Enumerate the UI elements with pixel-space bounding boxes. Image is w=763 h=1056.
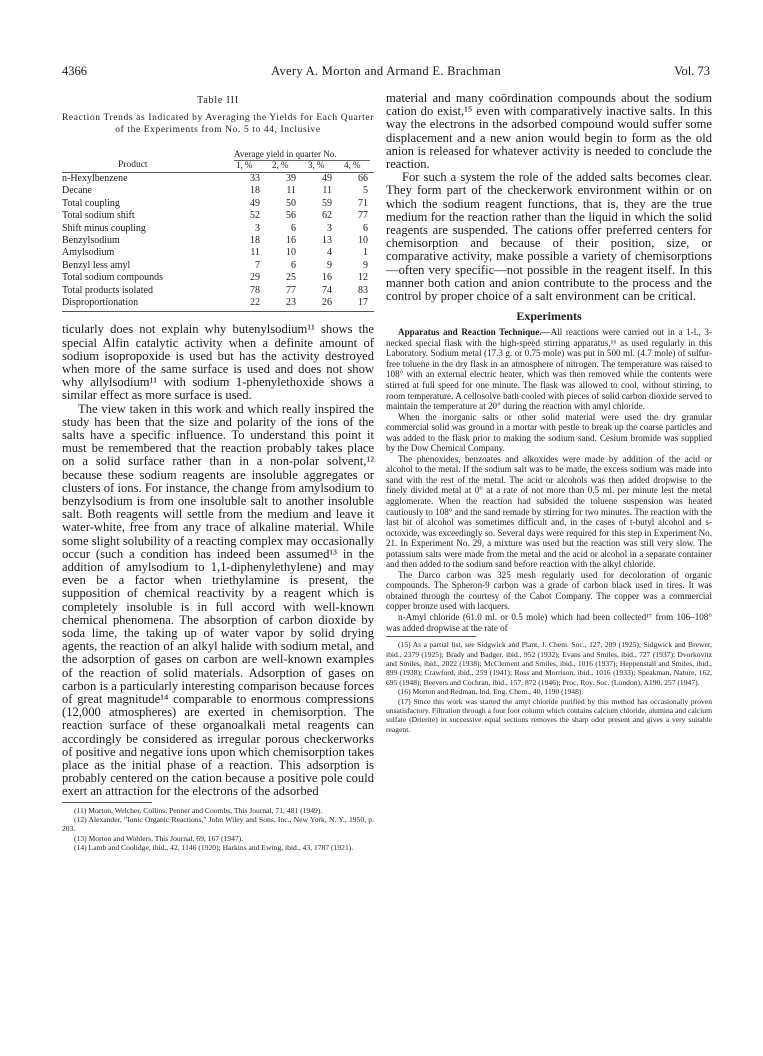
table-row — [62, 210, 374, 222]
quarter-header: 4, % — [344, 160, 361, 170]
value-cell: 3 — [327, 222, 332, 234]
product-cell: Total coupling — [62, 197, 120, 209]
value-cell: 56 — [286, 210, 296, 222]
footnote: (13) Morton and Wohlers, This Journal, 69, 167 (1947). — [74, 833, 244, 843]
product-column-header: Product — [118, 160, 148, 170]
paragraph: When the inorganic salts or other solid material were used the dry granular commercial solid was ground in a mortar with pestle to break up the coarse particles and was added to the flask prior to making the sodium sand. Cesium bromide was supplied by the Dow Chemical Company. — [386, 411, 712, 454]
page-number: 4366 — [62, 64, 87, 78]
value-cell: 3 — [255, 222, 260, 234]
value-cell: 23 — [286, 296, 296, 308]
value-cell: 18 — [250, 185, 260, 197]
right-column — [386, 92, 712, 734]
footnote: (12) Alexander, "Ionic Organic Reactions," John Wiley and Sons, Inc., New York, N. Y., 1950, p. 203. — [62, 815, 374, 834]
table-body — [62, 173, 374, 309]
value-cell: 12 — [358, 272, 368, 284]
table-row — [62, 173, 374, 185]
table-row — [62, 260, 374, 272]
table-row — [62, 223, 374, 235]
table-header — [62, 148, 374, 172]
value-cell: 74 — [322, 284, 332, 296]
value-cell: 50 — [286, 197, 296, 209]
value-cell: 1 — [363, 247, 368, 259]
footnote-rule — [386, 636, 476, 637]
experiments-text — [386, 327, 712, 633]
value-cell: 11 — [250, 247, 260, 259]
paragraph: The phenoxides, benzoates and alkoxides were made by addition of the acid or alcohol to the metal. If the sodium salt was to be made, the excess sodium was made into sand with the rest of the metal. The acid or alcohols was then added dropwise to the finely divided metal at 0° at a rate of not more than 0.5 ml. per minute lest the metal agglomerate. When the reaction had subsided the toluene suspension was heated cautiously to 108° and the sand remade by stirring for two minutes. The reaction with the last bit of alcohol was sometimes difficult and, in the cases of t-butyl alcohol and s-octoxide, was exceedingly so. Several days were required for this step in Experiment No. 21. In Experiment No. 29, a mixture was used but the reaction was still very slow. The potassium salts were made from the metal and the acid or alcohol in a separate container and then added to the sodium sand before reaction with the alkyl chloride. — [386, 453, 712, 570]
running-title: Avery A. Morton and Armand E. Brachman — [271, 64, 501, 78]
footnote: (11) Morton, Welcher, Collins, Penner and Coombs, This Journal, 71, 481 (1949). — [74, 805, 323, 815]
product-cell: Benzyl less amyl — [62, 259, 131, 271]
value-cell: 77 — [358, 210, 368, 222]
value-cell: 10 — [286, 247, 296, 259]
volume-label: Vol. 73 — [674, 64, 710, 78]
run-in-heading: Apparatus and Reaction Technique.— — [398, 327, 551, 338]
value-cell: 6 — [291, 259, 296, 271]
table-row — [62, 297, 374, 309]
table-caption: Reaction Trends as Indicated by Averaging the Yields for Each Quarter of the Experiments from No. 5 to 44, Inclusive — [62, 113, 374, 135]
product-cell: Benzylsodium — [62, 234, 120, 246]
value-cell: 5 — [363, 185, 368, 197]
right-body-text — [386, 92, 712, 303]
paragraph: n-Amyl chloride (61.0 ml. or 0.5 mole) which had been collected¹⁷ from 106–108° was added dropwise at the rate of — [386, 612, 712, 633]
value-cell: 59 — [322, 197, 332, 209]
paragraph: The Darco carbon was 325 mesh regularly used for decoloration of organic compounds. The Spheron-9 carbon was a grade of carbon black used in tires. It was obtained through the courtesy of the Cabot Company. The copper was a commercial copper bronze used with lacquers. — [386, 569, 712, 612]
footnote: (17) Since this work was started the amyl chloride purified by this method has occasionally proven unsatisfactory. Filtration through a four foot column which contains calcium chloride, alumina and calcium sulfate (Drierite) in successive equal sections removes the sharp odor present and gives a very suitable reagent. — [386, 696, 712, 734]
paragraph: ticularly does not explain why butenylsodium¹¹ shows the special Alfin catalytic activity when a definite amount of sodium isopropoxide is used but has the activity destroyed when more of the same surface is used and does not show why allylsodium¹¹ with sodium 1-phenylethoxide shows a similar effect as more surface is used. — [62, 322, 374, 403]
product-cell: n-Hexylbenzene — [62, 173, 128, 184]
value-cell: 52 — [250, 210, 260, 222]
value-cell: 33 — [250, 173, 260, 184]
paragraph: For such a system the role of the added salts becomes clear. They form part of the checkerwork environment within or on which the sodium reagent functions, that is, they are the true medium for the reaction rather than the liquid in which the solid reagents are suspended. The cations offer preferred centers for chemisorption and because of their position, size, or comparative activity, make possible a variety of chemisorptions—often very specific—not possible in the reagent itself. In this manner both cation and anion contribute to the process and the control by proper choice of a salt environment can be critical. — [386, 170, 712, 304]
table-row — [62, 247, 374, 259]
table-row — [62, 285, 374, 297]
paragraph-text: All reactions were carried out in a 1-l., 3-necked special flask with the high-speed stirring apparatus,¹⁶ as used regularly in this Laboratory. Sodium metal (17.3 g. or 0.75 mole) was put in 500 ml. (4.7 mole) of sulfur-free toluene in the dry flask in an atmosphere of nitrogen. The temperature was raised to 108° with an external electric heater, which was then removed while the contents were stirred at full speed for one minute. The flask was allowed to cool, without stirring, to room temperature. A cellosolve bath cooled with pieces of solid carbon dioxide served to maintain the temperature at 20° during the reaction with amyl chloride. — [386, 327, 712, 412]
value-cell: 4 — [327, 247, 332, 259]
product-cell: Total sodium shift — [62, 210, 135, 222]
product-cell: Disproportionation — [62, 296, 139, 308]
value-cell: 22 — [250, 296, 260, 308]
value-cell: 77 — [286, 284, 296, 296]
value-cell: 29 — [250, 272, 260, 284]
value-cell: 16 — [286, 234, 296, 246]
table-row — [62, 272, 374, 284]
value-cell: 6 — [363, 222, 368, 234]
value-cell: 17 — [358, 296, 368, 308]
table-group-header: Average yield in quarter No. — [234, 149, 337, 159]
value-cell: 49 — [322, 173, 332, 184]
left-body-text — [62, 323, 374, 798]
page-header — [62, 64, 710, 82]
left-column — [62, 92, 374, 853]
quarter-header: 3, % — [308, 160, 325, 170]
product-cell: Decane — [62, 185, 92, 197]
value-cell: 9 — [327, 259, 332, 271]
value-cell: 78 — [250, 284, 260, 296]
value-cell: 9 — [363, 259, 368, 271]
value-cell: 71 — [358, 197, 368, 209]
value-cell: 16 — [322, 272, 332, 284]
value-cell: 83 — [358, 284, 368, 296]
footnote: (14) Lamb and Coolidge, ibid., 42, 1146 (1920); Harkins and Ewing, ibid., 43, 1787 (1921). — [74, 843, 354, 853]
right-footnotes — [386, 640, 712, 734]
quarter-header: 2, % — [272, 160, 289, 170]
value-cell: 10 — [358, 234, 368, 246]
footnote: (15) As a partial list, see Sidgwick and Plant, J. Chem. Soc., 127, 209 (1925); Sidgwick and Brewer, ibid., 2379 (1925); Brady and Badger, ibid., 952 (1932); Evans and Smiles, ibid., 727 (1937); Dvorkovitz and Smiles, ibid., 2022 (1938); McClement and Smiles, ibid., 1016 (1937); Heppenstall and Smiles, ibid., 899 (1938); Crawford, ibid., 259 (1941); Ross and Morrison, ibid., 1016 (1933); Speakman, Nature, 162, 695 (1948); Beevers and Cochran, ibid., 157, 872 (1946); Proc. Roy. Soc. (London), A190, 257 (1947). — [386, 640, 712, 687]
product-cell: Amylsodium — [62, 247, 115, 259]
table-row — [62, 185, 374, 197]
value-cell: 13 — [322, 234, 332, 246]
table-bottom-rule — [62, 311, 374, 312]
paragraph: The view taken in this work and which really inspired the study has been that the size and polarity of the ions of the salts have a specific influence. To understand this point it must be remembered that the reaction probably takes place on a solid surface rather than in a non-polar solvent,¹² because these sodium reagents are insoluble aggregates or clusters of ions. For instance, the change from amylsodium to benzylsodium is from one insoluble salt to another insoluble salt. Both reagents will settle from the medium and leave it water-white, free from any trace of alkaline material. While some slight solubility of a reacting complex may occasionally occur (such a condition has indeed been assumed¹³ in the addition of amylsodium to 1,1-diphenylethylene) and may even be a factor when triethylamine is present, the supposition of chemical reactivity by a reagent which is completely insoluble is in full accord with well-known chemical phenomena. The absorption of carbon dioxide by soda lime, the taking up of water vapor by solid drying agents, the reaction of an alkyl halide with sodium metal, and the adsorption of gases on carbon are well-known examples of the reaction of solid materials. Adsorption of gases on carbon is a particularly interesting comparison because forces of great magnitude¹⁴ comparable to enormous compressions (12,000 atmospheres) are exerted in chemisorption. The reaction surface of these organoalkali metal reagents can accordingly be considered as irregular porous checkerworks of positive and negative ions upon which chemisorption takes place as the initial phase of a reaction. This adsorption is probably centered on the cation because a positive pole could exert an attraction for the electrons of the adsorbed — [62, 401, 374, 799]
value-cell: 11 — [322, 185, 332, 197]
table-row — [62, 198, 374, 210]
paragraph: material and many coördination compounds about the sodium cation do exist,¹⁵ even with comparatively inactive salts. In this way the electrons in the adsorbed compound would suffer some displacement and a new anion would begin to form as the old anion is released for whatever activity is needed to conclude the reaction. — [386, 91, 712, 172]
product-cell: Shift minus coupling — [62, 222, 146, 234]
value-cell: 6 — [291, 222, 296, 234]
value-cell: 25 — [286, 272, 296, 284]
quarter-header: 1, % — [236, 160, 253, 170]
value-cell: 26 — [322, 296, 332, 308]
section-heading: Experiments — [516, 309, 582, 324]
footnote: (16) Morton and Redman, Ind. Eng. Chem., 40, 1190 (1948). — [398, 687, 584, 697]
value-cell: 18 — [250, 234, 260, 246]
footnote-rule — [62, 802, 152, 803]
table-iii — [62, 95, 374, 312]
value-cell: 39 — [286, 173, 296, 184]
paragraph — [386, 327, 712, 411]
table-title: Table III — [197, 95, 239, 106]
value-cell: 62 — [322, 210, 332, 222]
value-cell: 7 — [255, 259, 260, 271]
product-cell: Total products isolated — [62, 284, 153, 296]
left-footnotes — [62, 806, 374, 853]
product-cell: Total sodium compounds — [62, 272, 163, 284]
table-row — [62, 235, 374, 247]
value-cell: 66 — [358, 173, 368, 184]
value-cell: 49 — [250, 197, 260, 209]
value-cell: 11 — [286, 185, 296, 197]
